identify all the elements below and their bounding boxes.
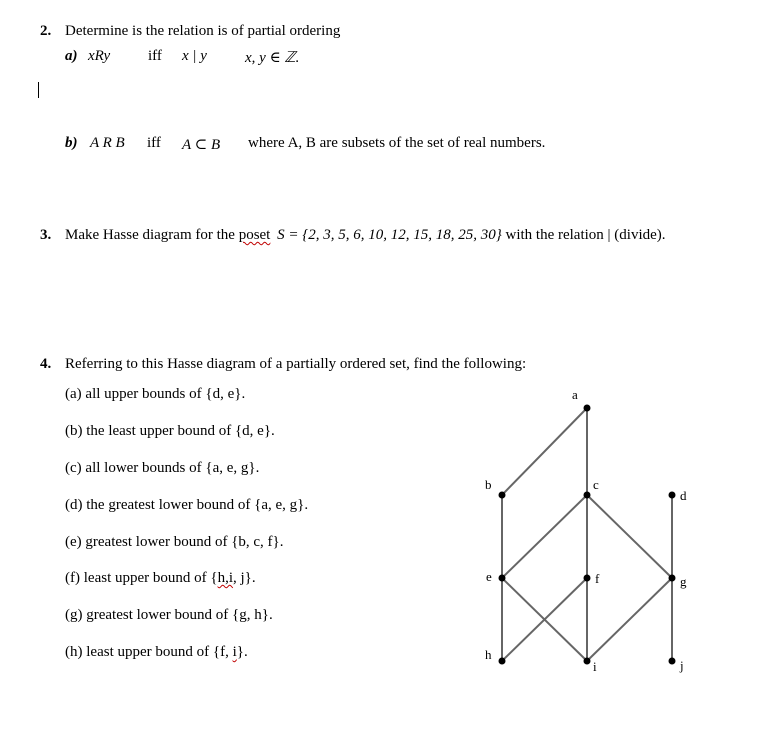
item-flagged-text[interactable]: h,i [217,570,234,586]
item-label: (e) [65,534,82,550]
q4-text: Referring to this Hasse diagram of a partially ordered set, find the following: [65,356,527,372]
node-label-f: f [595,571,600,586]
item-text-after: }. [236,644,248,660]
item-text-before: least upper bound of {f, [86,644,233,660]
node-label-c: c [593,477,599,492]
item-label: (h) [65,644,83,660]
q2-number: 2. [40,23,52,39]
node-i [584,658,591,665]
item-text: all lower bounds of {a, e, g}. [85,460,260,476]
item-text: the least upper bound of {d, e}. [86,423,275,439]
q3-poset-word[interactable]: poset [238,227,271,243]
item-text: greatest lower bound of {b, c, f}. [85,534,284,550]
node-label-g: g [680,574,687,589]
node-d [669,492,676,499]
node-label-d: d [680,488,687,503]
q2b-label: b) [65,135,78,151]
q2a-label: a) [65,48,78,64]
edge-e-c [502,495,587,578]
item-text-before: least upper bound of { [83,570,218,586]
item-text: all upper bounds of {d, e}. [85,386,246,402]
node-label-a: a [572,387,578,402]
item-text: the greatest lower bound of {a, e, g}. [86,497,309,513]
node-j [669,658,676,665]
q3-text-before: Make Hasse diagram for the [65,227,235,243]
item-label: (a) [65,386,82,402]
item-label: (f) [65,570,80,586]
q2b-where: where A, B are subsets of the set of real numbers. [248,135,546,151]
q3-text-after: with the relation | (divide). [505,227,666,243]
node-a [584,405,591,412]
q3-number: 3. [40,227,52,243]
node-label-h: h [485,647,492,662]
item-label: (g) [65,607,83,623]
node-label-j: j [680,658,684,673]
item-label: (d) [65,497,83,513]
q2a-condition: x | y [182,48,207,64]
q2a-iff: iff [148,48,162,64]
item-text-after: , j}. [233,570,256,586]
edge-b-a [502,408,587,495]
node-h [499,658,506,665]
node-g [669,575,676,582]
q4-number: 4. [40,356,52,372]
node-label-e: e [486,569,492,584]
item-text: greatest lower bound of {g, h}. [86,607,273,623]
node-f [584,575,591,582]
node-c [584,492,591,499]
item-label: (c) [65,460,82,476]
item-flagged-text[interactable]: i [232,644,237,660]
node-b [499,492,506,499]
q2b-condition: A ⊂ B [182,137,221,153]
node-label-i: i [593,659,597,674]
node-label-b: b [485,477,492,492]
q3-set: S = {2, 3, 5, 6, 10, 12, 15, 18, 25, 30} [277,227,502,243]
q2b-relation: A R B [90,135,125,151]
edge-c-g [587,495,672,578]
q2-text: Determine is the relation is of partial ordering [65,23,341,39]
q2b-iff: iff [147,135,161,151]
node-e [499,575,506,582]
item-label: (b) [65,423,83,439]
q2a-relation: xRy [88,48,111,64]
q2a-domain: x, y ∈ ℤ. [245,50,300,66]
edge-i-g [587,578,672,661]
